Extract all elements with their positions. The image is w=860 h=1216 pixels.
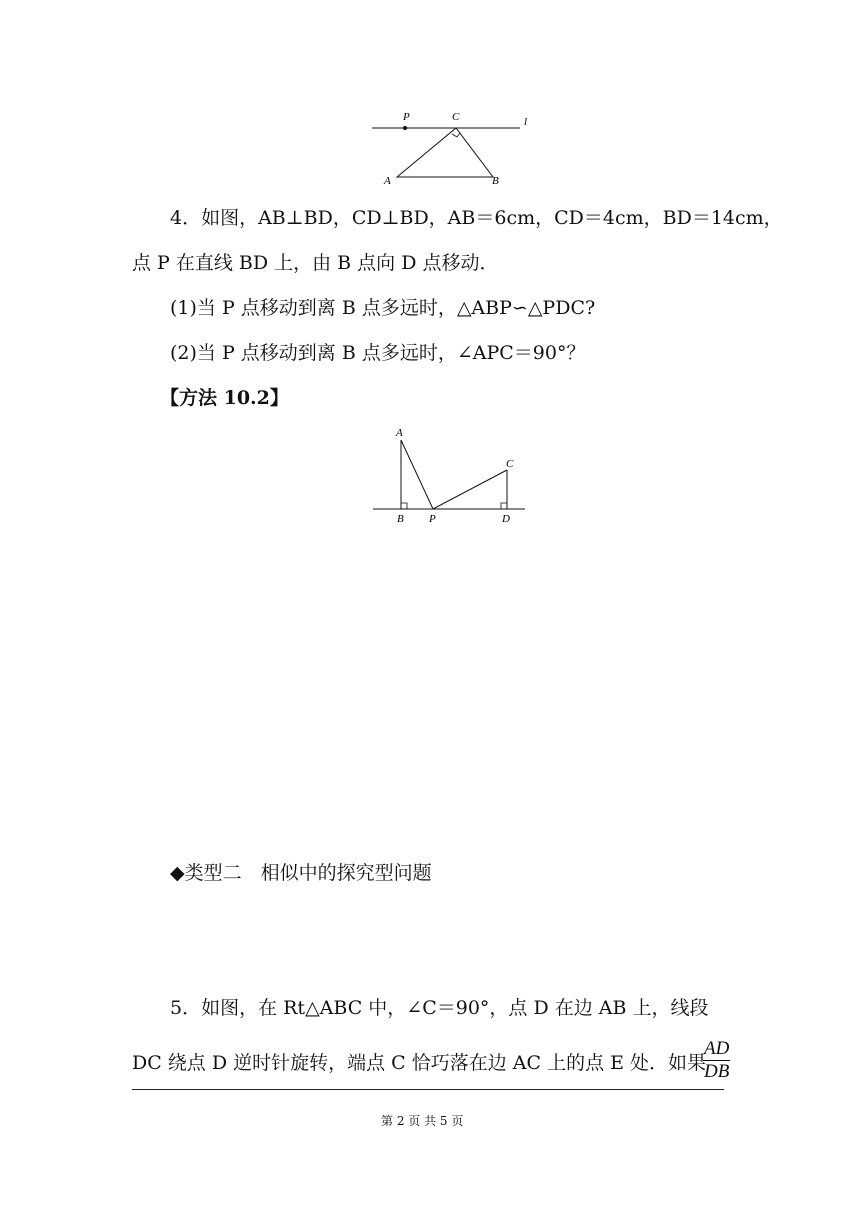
label-p: P: [429, 513, 436, 525]
label-c: C: [506, 458, 514, 470]
label-p: P: [403, 111, 410, 123]
fraction-ad-db: [703, 1038, 730, 1083]
figure-1: [360, 105, 540, 190]
segment-pc: [433, 470, 507, 509]
problem-4-line-2: 点 P 在直线 BD 上，由 B 点向 D 点移动．: [132, 252, 499, 274]
label-d: D: [502, 513, 510, 525]
right-angle-mark-c: [452, 133, 460, 137]
point-p: [403, 126, 407, 130]
label-a: A: [384, 175, 391, 187]
label-l: l: [524, 116, 528, 128]
segment-ap: [401, 440, 433, 509]
fraction-denominator: DB: [704, 1061, 730, 1082]
problem-4-question-2: (2)当 P 点移动到离 B 点多远时，∠APC＝90°？: [170, 342, 586, 364]
figure-2: [365, 420, 535, 530]
triangle-abc: [397, 128, 493, 177]
problem-4-question-1: (1)当 P 点移动到离 B 点多远时，△ABP∽△PDC?: [170, 297, 596, 319]
section-heading: ◆类型二 相似中的探究型问题: [170, 862, 432, 884]
page-number: 第 2 页 共 5 页: [381, 1114, 464, 1128]
problem-4-line-1: 4．如图，AB⊥BD，CD⊥BD，AB＝6cm，CD＝4cm，BD＝14cm，: [170, 207, 783, 229]
fraction-numerator: AD: [704, 1038, 730, 1059]
footer-rule: [132, 1089, 724, 1090]
right-angle-mark-d: [501, 503, 507, 509]
problem-5-line-1: 5．如图，在 Rt△ABC 中，∠C＝90°，点 D 在边 AB 上，线段: [170, 997, 709, 1019]
label-b: B: [397, 513, 404, 525]
method-label: 【方法 10.2】: [160, 387, 289, 409]
label-b: B: [492, 175, 499, 187]
label-c: C: [452, 111, 460, 123]
problem-5-line-2: DC 绕点 D 逆时针旋转，端点 C 恰巧落在边 AC 上的点 E 处．如果: [132, 1052, 707, 1074]
right-angle-mark-b: [401, 503, 407, 509]
label-a: A: [396, 427, 403, 439]
